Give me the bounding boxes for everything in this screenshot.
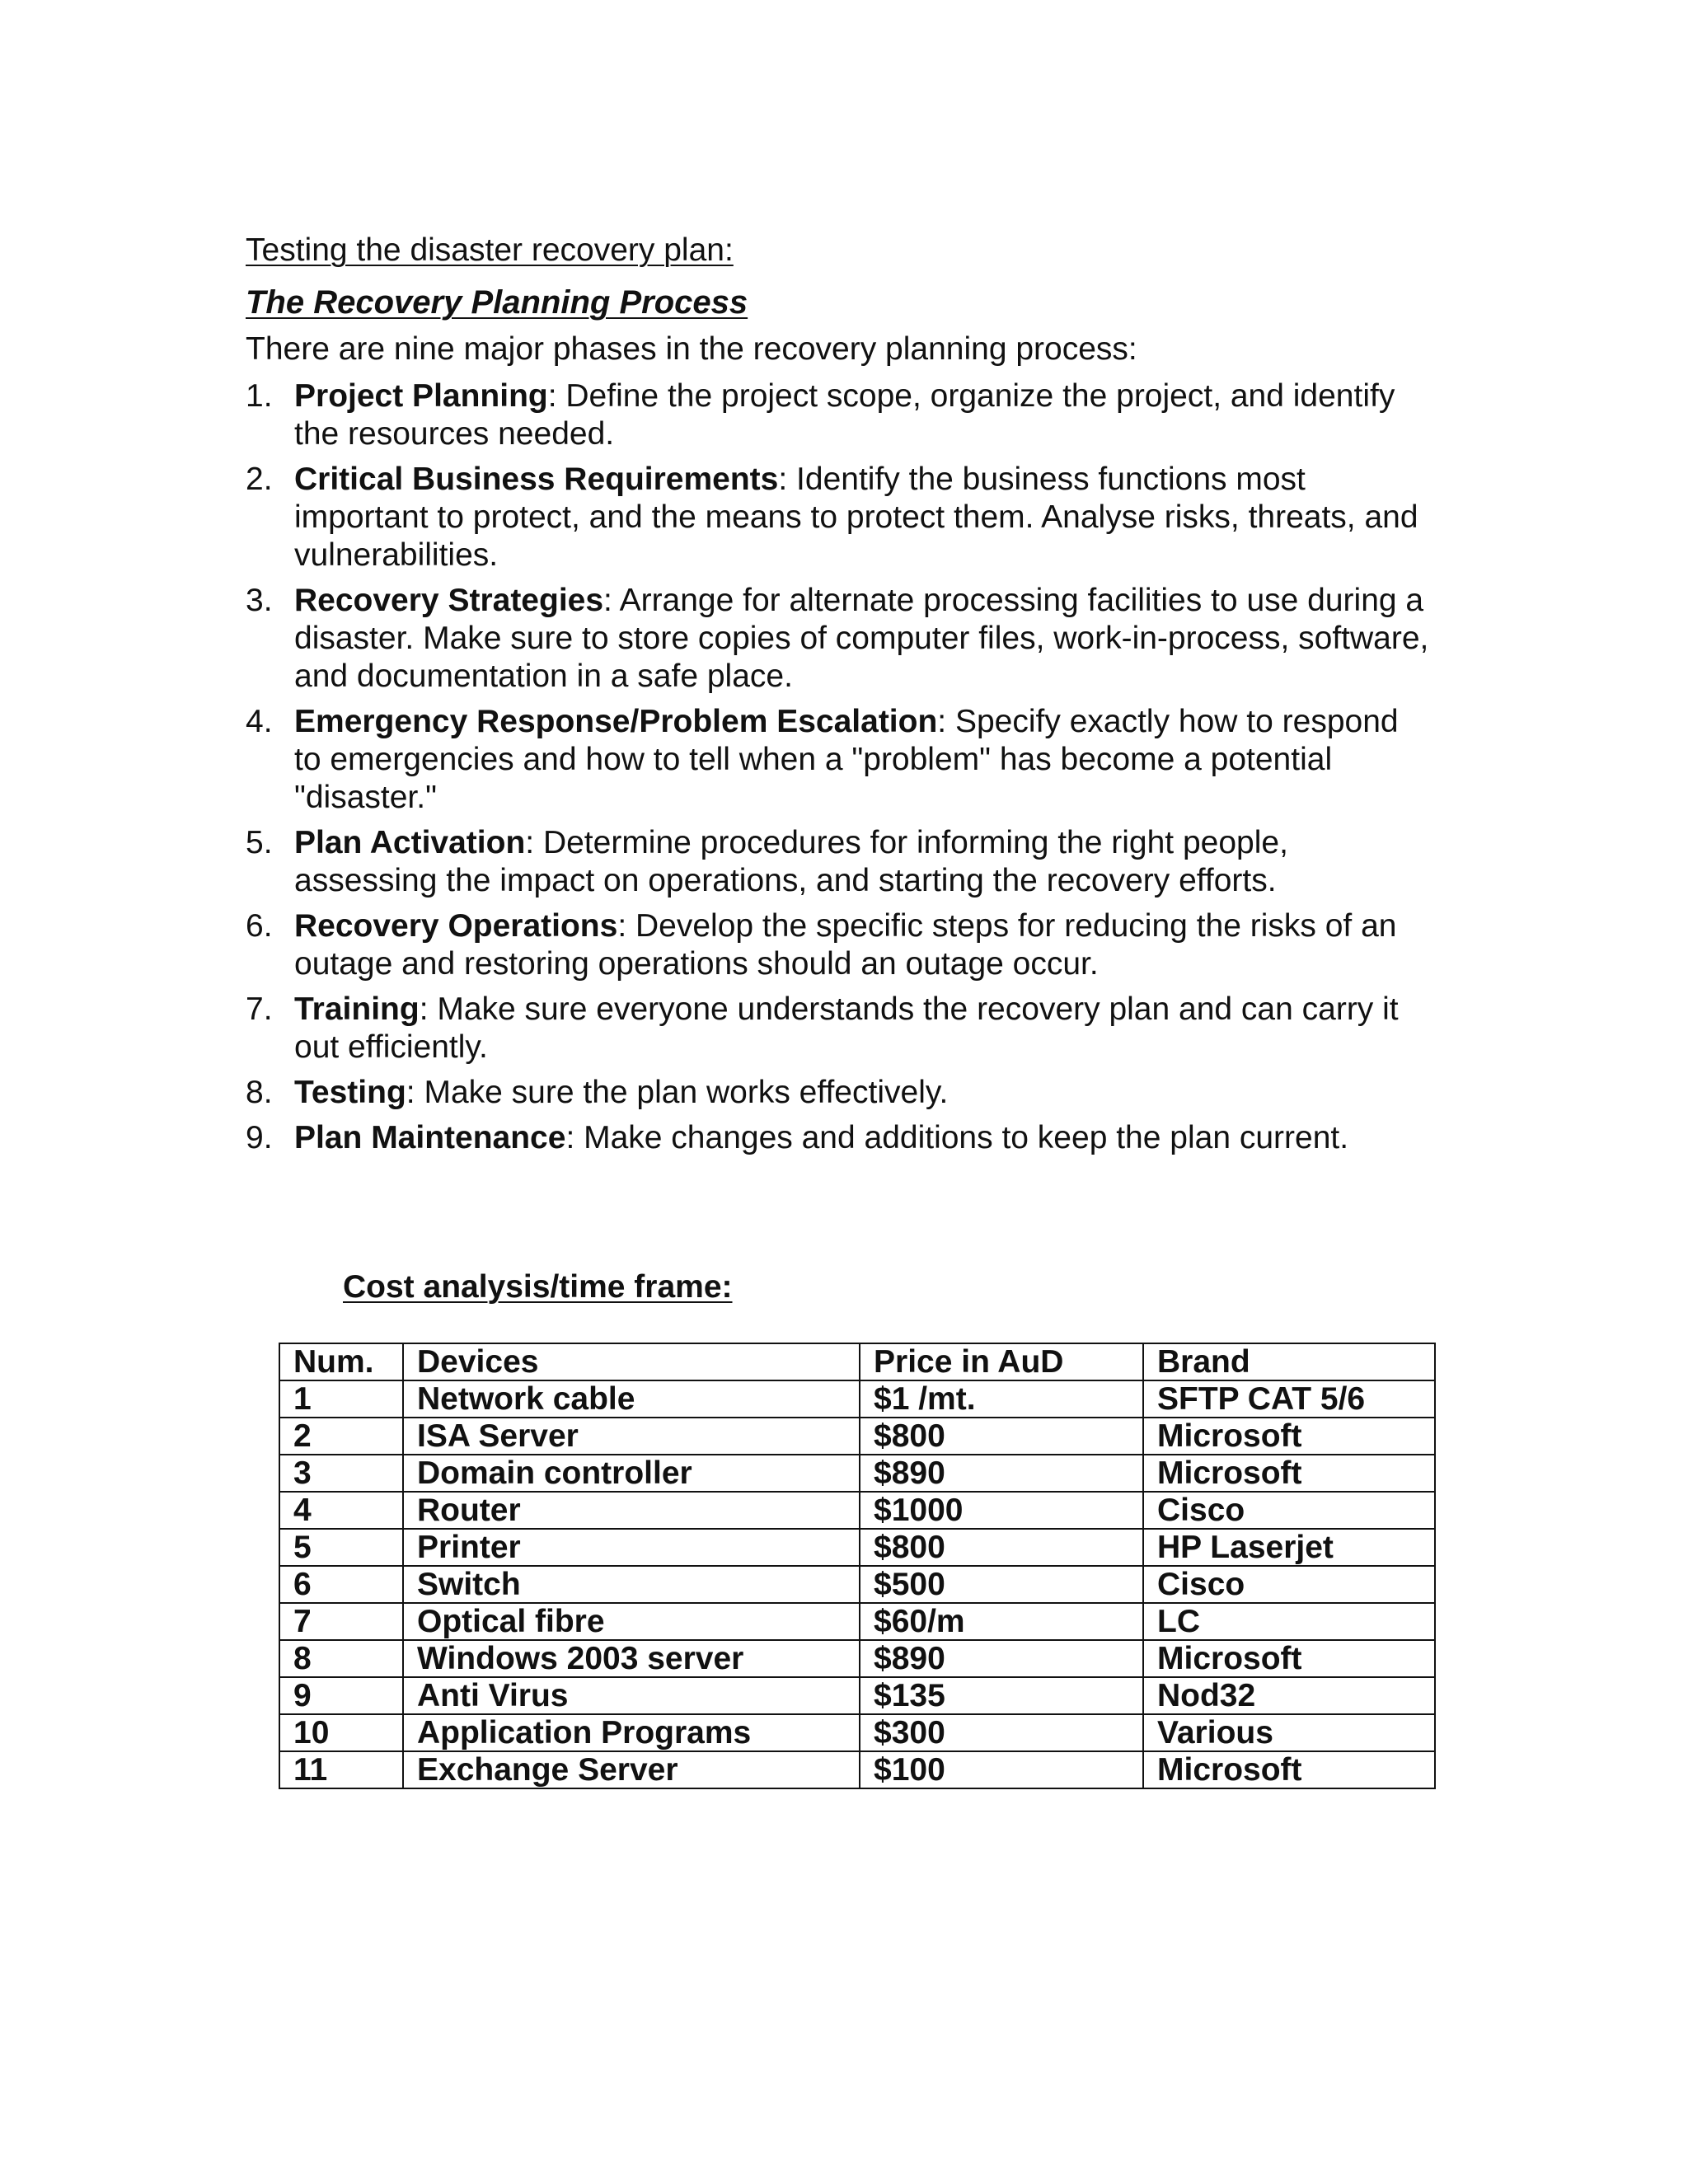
cell-num: 5 bbox=[279, 1529, 403, 1566]
cell-price: $1000 bbox=[860, 1492, 1143, 1529]
table-row bbox=[279, 1529, 1435, 1566]
phase-term: Testing bbox=[294, 1075, 406, 1110]
phase-item bbox=[246, 703, 1432, 817]
phase-number: 2. bbox=[246, 462, 273, 497]
cell-brand: Microsoft bbox=[1143, 1751, 1435, 1788]
cell-num: 6 bbox=[279, 1566, 403, 1603]
phase-description: : Identify the business functions most important to protect, and the means to protect them. Analyse risks, threats, and vulnerabilities. bbox=[294, 462, 1418, 573]
cell-num: 1 bbox=[279, 1380, 403, 1418]
phase-number: 3. bbox=[246, 583, 273, 618]
cell-brand: LC bbox=[1143, 1603, 1435, 1640]
phase-description: : Arrange for alternate processing facilities to use during a disaster. Make sure to store copies of computer files, work-in-process, software, and documentation in a safe place. bbox=[294, 583, 1429, 694]
table-row bbox=[279, 1455, 1435, 1492]
table-row bbox=[279, 1492, 1435, 1529]
table-row bbox=[279, 1566, 1435, 1603]
phase-number: 5. bbox=[246, 825, 273, 860]
cell-device: ISA Server bbox=[403, 1418, 860, 1455]
cost-analysis-heading: Cost analysis/time frame: bbox=[343, 1269, 733, 1305]
cell-brand: Cisco bbox=[1143, 1566, 1435, 1603]
cell-device: Application Programs bbox=[403, 1714, 860, 1751]
cell-price: $135 bbox=[860, 1677, 1143, 1714]
phase-term: Plan Maintenance bbox=[294, 1120, 566, 1155]
cell-device: Router bbox=[403, 1492, 860, 1529]
phase-item bbox=[246, 1074, 1432, 1112]
cell-price: $800 bbox=[860, 1418, 1143, 1455]
phase-term: Plan Activation bbox=[294, 825, 526, 860]
cell-device: Exchange Server bbox=[403, 1751, 860, 1788]
cell-num: 11 bbox=[279, 1751, 403, 1788]
cell-num: 2 bbox=[279, 1418, 403, 1455]
table-row bbox=[279, 1603, 1435, 1640]
cell-price: $1 /mt. bbox=[860, 1380, 1143, 1418]
cell-device: Anti Virus bbox=[403, 1677, 860, 1714]
cell-device: Domain controller bbox=[403, 1455, 860, 1492]
table-row bbox=[279, 1751, 1435, 1788]
phase-item bbox=[246, 1119, 1432, 1157]
section-heading: Testing the disaster recovery plan: bbox=[246, 232, 734, 268]
cell-brand: HP Laserjet bbox=[1143, 1529, 1435, 1566]
cell-num: 4 bbox=[279, 1492, 403, 1529]
phase-description: : Make changes and additions to keep the plan current. bbox=[565, 1120, 1349, 1155]
cell-price: $890 bbox=[860, 1640, 1143, 1677]
phase-term: Recovery Strategies bbox=[294, 583, 604, 618]
cell-brand: Nod32 bbox=[1143, 1677, 1435, 1714]
cell-num: 7 bbox=[279, 1603, 403, 1640]
column-header-devices: Devices bbox=[403, 1343, 860, 1380]
cell-brand: SFTP CAT 5/6 bbox=[1143, 1380, 1435, 1418]
phase-item bbox=[246, 907, 1432, 983]
cell-price: $890 bbox=[860, 1455, 1143, 1492]
phase-term: Emergency Response/Problem Escalation bbox=[294, 704, 938, 739]
subheading: The Recovery Planning Process bbox=[246, 284, 748, 321]
phase-number: 1. bbox=[246, 378, 273, 414]
cell-device: Windows 2003 server bbox=[403, 1640, 860, 1677]
phase-description: : Determine procedures for informing the right people, assessing the impact on operations, and starting the recovery efforts. bbox=[294, 825, 1288, 898]
cell-price: $100 bbox=[860, 1751, 1143, 1788]
cell-num: 9 bbox=[279, 1677, 403, 1714]
intro-paragraph: There are nine major phases in the recovery planning process: bbox=[246, 331, 1137, 367]
table-row bbox=[279, 1418, 1435, 1455]
phase-item bbox=[246, 582, 1432, 696]
cell-price: $500 bbox=[860, 1566, 1143, 1603]
column-header-brand: Brand bbox=[1143, 1343, 1435, 1380]
cell-price: $300 bbox=[860, 1714, 1143, 1751]
column-header-price: Price in AuD bbox=[860, 1343, 1143, 1380]
cost-table bbox=[279, 1343, 1436, 1789]
phase-number: 7. bbox=[246, 991, 273, 1027]
phase-term: Critical Business Requirements bbox=[294, 462, 779, 497]
phase-number: 8. bbox=[246, 1075, 273, 1110]
phase-term: Training bbox=[294, 991, 420, 1027]
phase-item bbox=[246, 824, 1432, 900]
phase-list bbox=[246, 377, 1432, 1165]
cell-device: Printer bbox=[403, 1529, 860, 1566]
table-header-row bbox=[279, 1343, 1435, 1380]
phase-item bbox=[246, 991, 1432, 1066]
table-row bbox=[279, 1714, 1435, 1751]
cell-price: $60/m bbox=[860, 1603, 1143, 1640]
cell-brand: Cisco bbox=[1143, 1492, 1435, 1529]
table-row bbox=[279, 1677, 1435, 1714]
cell-num: 8 bbox=[279, 1640, 403, 1677]
phase-item bbox=[246, 461, 1432, 574]
phase-description: : Define the project scope, organize the project, and identify the resources needed. bbox=[294, 378, 1395, 452]
phase-description: : Make sure everyone understands the recovery plan and can carry it out efficiently. bbox=[294, 991, 1399, 1065]
phase-description: : Specify exactly how to respond to emergencies and how to tell when a "problem" has become a potential "disaster." bbox=[294, 704, 1399, 815]
phase-item bbox=[246, 377, 1432, 453]
cell-num: 10 bbox=[279, 1714, 403, 1751]
cell-device: Optical fibre bbox=[403, 1603, 860, 1640]
cell-device: Switch bbox=[403, 1566, 860, 1603]
cell-brand: Microsoft bbox=[1143, 1640, 1435, 1677]
cell-brand: Various bbox=[1143, 1714, 1435, 1751]
table-row bbox=[279, 1640, 1435, 1677]
table-row bbox=[279, 1380, 1435, 1418]
phase-term: Project Planning bbox=[294, 378, 548, 414]
cell-num: 3 bbox=[279, 1455, 403, 1492]
cell-device: Network cable bbox=[403, 1380, 860, 1418]
cell-brand: Microsoft bbox=[1143, 1418, 1435, 1455]
phase-description: : Make sure the plan works effectively. bbox=[406, 1075, 949, 1110]
phase-number: 6. bbox=[246, 908, 273, 944]
phase-number: 9. bbox=[246, 1120, 273, 1155]
phase-description: : Develop the specific steps for reducing the risks of an outage and restoring operations should an outage occur. bbox=[294, 908, 1397, 982]
phase-number: 4. bbox=[246, 704, 273, 739]
phase-term: Recovery Operations bbox=[294, 908, 618, 944]
cell-price: $800 bbox=[860, 1529, 1143, 1566]
cell-brand: Microsoft bbox=[1143, 1455, 1435, 1492]
column-header-num: Num. bbox=[279, 1343, 403, 1380]
